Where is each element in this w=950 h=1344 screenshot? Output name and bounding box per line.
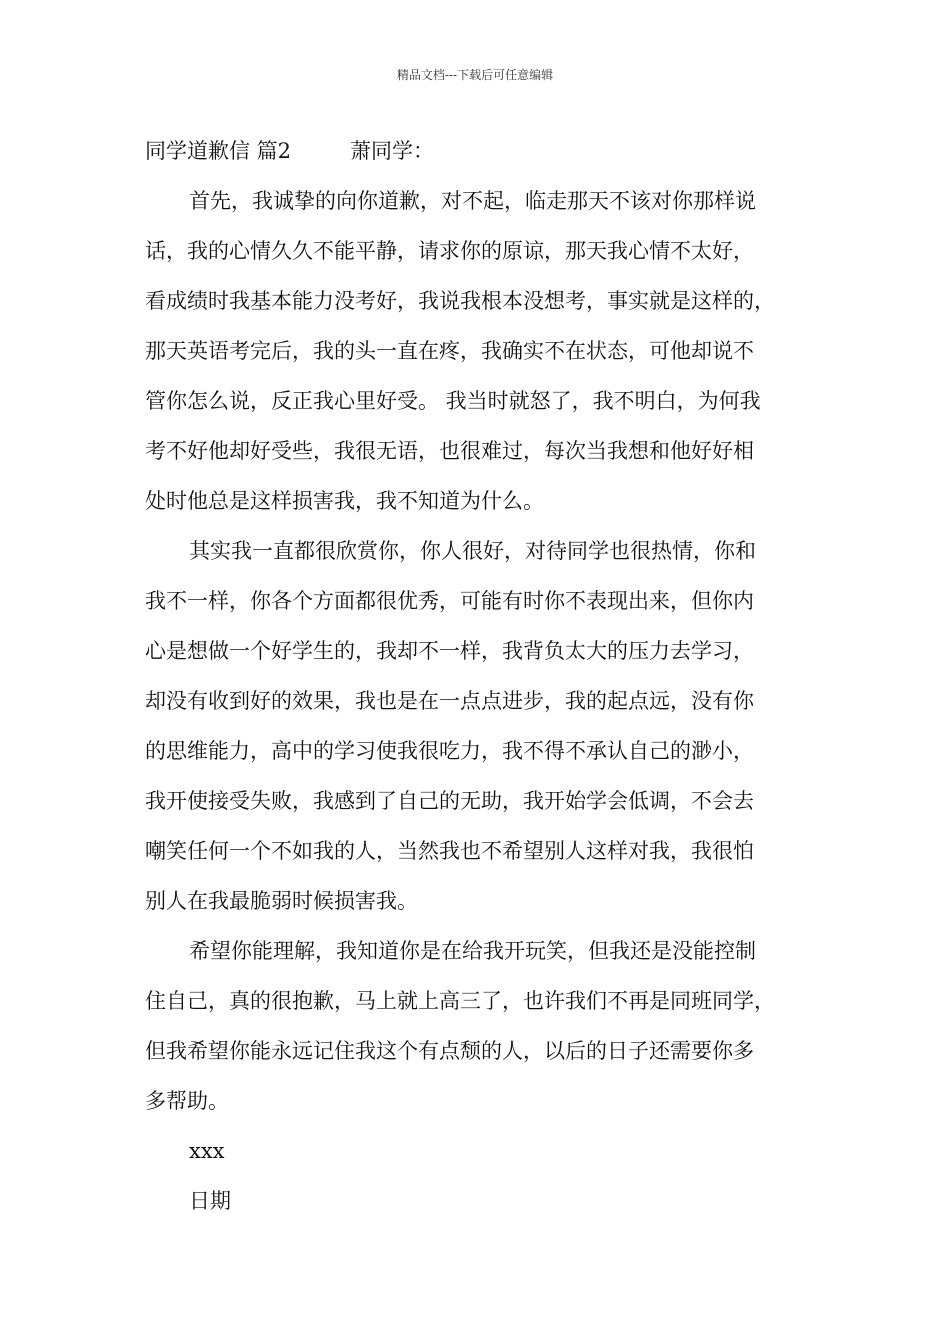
paragraph-line: 首先，我诚挚的向你道歉，对不起，临走那天不该对你那样说 (189, 189, 756, 213)
paragraph-line: 看成绩时我基本能力没考好，我说我根本没想考，事实就是这样的， (145, 289, 775, 313)
salutation: 萧同学： (350, 139, 434, 163)
signature-date: 日期 (189, 1189, 231, 1213)
paragraph-line: 考不好他却好受些，我很无语，也很难过，每次当我想和他好好相 (145, 439, 754, 463)
signature-name: xxx (189, 1139, 225, 1163)
paragraph-line: 嘲笑任何一个不如我的人，当然我也不希望别人这样对我，我很怕 (145, 839, 754, 863)
paragraph-line: 那天英语考完后，我的头一直在疼，我确实不在状态，可他却说不 (145, 339, 754, 363)
paragraph-line: 心是想做一个好学生的，我却不一样，我背负太大的压力去学习， (145, 639, 754, 663)
paragraph-line: 多帮助。 (145, 1089, 229, 1113)
letter-body (145, 130, 825, 1230)
letter-title: 同学道歉信 篇2 (145, 139, 292, 163)
paragraph-line: 却没有收到好的效果，我也是在一点点进步，我的起点远，没有你 (145, 689, 754, 713)
paragraph-line: 的思维能力，高中的学习使我很吃力，我不得不承认自己的渺小， (145, 739, 754, 763)
paragraph-line: 住自己，真的很抱歉，马上就上高三了，也许我们不再是同班同学， (145, 989, 775, 1013)
paragraph-line: 我开使接受失败，我感到了自己的无助，我开始学会低调，不会去 (145, 789, 754, 813)
paragraph-line: 别人在我最脆弱时候损害我。 (145, 889, 418, 913)
paragraph-line: 但我希望你能永远记住我这个有点颓的人，以后的日子还需要你多 (145, 1039, 754, 1063)
paragraph-line: 其实我一直都很欣赏你，你人很好，对待同学也很热情，你和 (189, 539, 756, 563)
paragraph-line: 希望你能理解，我知道你是在给我开玩笑，但我还是没能控制 (189, 939, 756, 963)
paragraph-line: 话，我的心情久久不能平静，请求你的原谅，那天我心情不太好， (145, 239, 754, 263)
paragraph-line: 管你怎么说，反正我心里好受。 我当时就怒了，我不明白，为何我 (145, 389, 761, 413)
page-header: 精品文档---下载后可任意编辑 (396, 68, 554, 82)
paragraph-line: 处时他总是这样损害我，我不知道为什么。 (145, 489, 544, 513)
paragraph-line: 我不一样，你各个方面都很优秀，可能有时你不表现出来，但你内 (145, 589, 754, 613)
title-line (145, 130, 825, 180)
